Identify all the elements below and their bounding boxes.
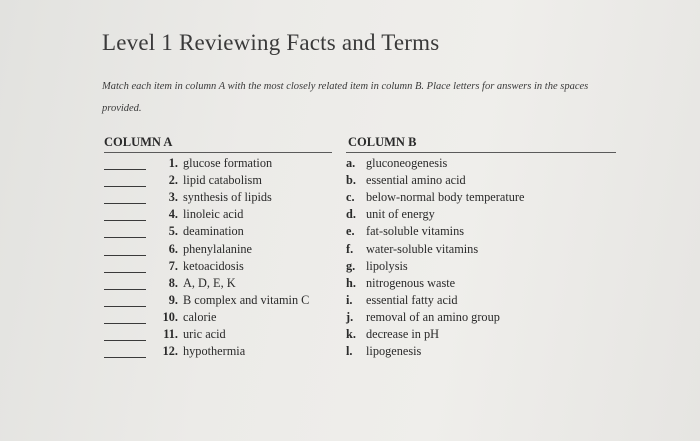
column-b-item (346, 309, 626, 326)
item-text: lipolysis (366, 258, 408, 273)
item-text: deamination (183, 224, 244, 239)
item-text: lipogenesis (366, 344, 422, 359)
item-number: 6. (168, 241, 178, 256)
item-letter: d. (346, 207, 356, 222)
answer-blank[interactable] (104, 345, 146, 358)
column-a-item (104, 206, 344, 223)
column-b-item (346, 258, 626, 275)
item-letter: i. (346, 292, 353, 307)
item-text: uric acid (183, 326, 226, 341)
item-letter: k. (346, 326, 356, 341)
column-a-divider (104, 152, 332, 153)
column-b-item (346, 240, 626, 257)
column-a-item (104, 343, 344, 360)
column-a-item (104, 326, 344, 343)
answer-blank[interactable] (104, 243, 146, 256)
answer-blank[interactable] (104, 294, 146, 307)
column-b-item (346, 206, 626, 223)
item-number: 10. (162, 309, 178, 324)
item-letter: b. (346, 173, 356, 188)
item-text: decrease in pH (366, 326, 440, 341)
column-b-item (346, 292, 626, 309)
answer-blank[interactable] (104, 174, 146, 187)
item-text: water-soluble vitamins (366, 241, 479, 256)
item-letter: j. (346, 309, 354, 324)
item-text: phenylalanine (183, 241, 252, 256)
item-number: 4. (168, 207, 178, 222)
item-letter: c. (346, 190, 355, 205)
column-b-item (346, 189, 626, 206)
item-text: synthesis of lipids (183, 190, 272, 205)
column-b-divider (346, 152, 616, 153)
answer-blank[interactable] (104, 311, 146, 324)
item-number: 5. (168, 224, 178, 239)
column-a-list (104, 155, 344, 360)
item-text: removal of an amino group (366, 309, 500, 324)
column-a-item (104, 189, 344, 206)
column-a-item (104, 309, 344, 326)
answer-blank[interactable] (104, 328, 146, 341)
item-text: nitrogenous waste (366, 275, 456, 290)
item-letter: g. (346, 258, 356, 273)
item-number: 11. (163, 326, 178, 341)
item-text: calorie (183, 309, 217, 324)
item-text: essential fatty acid (366, 292, 458, 307)
item-text: hypothermia (183, 344, 246, 359)
item-text: lipid catabolism (183, 173, 262, 188)
item-letter: h. (346, 275, 356, 290)
column-a-item (104, 258, 344, 275)
item-number: 2. (168, 173, 178, 188)
column-a-item (104, 155, 344, 172)
column-a-item (104, 240, 344, 257)
item-text: gluconeogenesis (366, 156, 448, 171)
item-text: fat-soluble vitamins (366, 224, 465, 239)
column-b-item (346, 172, 626, 189)
item-text: A, D, E, K (183, 275, 236, 290)
column-a-item (104, 275, 344, 292)
column-a-item (104, 223, 344, 240)
item-letter: f. (346, 241, 354, 256)
item-text: B complex and vitamin C (183, 292, 310, 307)
item-letter: e. (346, 224, 355, 239)
answer-blank[interactable] (104, 157, 146, 170)
page-title: Level 1 Reviewing Facts and Terms (102, 30, 440, 55)
column-a-heading: COLUMN A (104, 135, 173, 149)
item-number: 3. (168, 190, 178, 205)
item-number: 9. (168, 292, 178, 307)
item-text: unit of energy (366, 207, 435, 222)
item-text: below-normal body temperature (366, 190, 525, 205)
answer-blank[interactable] (104, 225, 146, 238)
item-text: ketoacidosis (183, 258, 244, 273)
column-b-item (346, 155, 626, 172)
column-b-item (346, 223, 626, 240)
item-letter: l. (346, 344, 353, 359)
item-number: 7. (168, 258, 178, 273)
item-text: linoleic acid (183, 207, 244, 222)
item-number: 1. (168, 156, 178, 171)
item-text: essential amino acid (366, 173, 466, 188)
item-number: 8. (168, 275, 178, 290)
answer-blank[interactable] (104, 277, 146, 290)
column-a-item (104, 172, 344, 189)
column-b-item (346, 275, 626, 292)
instructions: Match each item in column A with the most closely related item in column B. Place letters for answers in the spaces provided. (102, 81, 589, 114)
answer-blank[interactable] (104, 260, 146, 273)
answer-blank[interactable] (104, 208, 146, 221)
column-b-item (346, 343, 626, 360)
column-b-item (346, 326, 626, 343)
column-b-list (346, 155, 626, 360)
item-number: 12. (162, 344, 178, 359)
answer-blank[interactable] (104, 191, 146, 204)
column-b-heading: COLUMN B (348, 135, 417, 149)
item-letter: a. (346, 156, 356, 171)
column-a-item (104, 292, 344, 309)
item-text: glucose formation (183, 156, 273, 171)
